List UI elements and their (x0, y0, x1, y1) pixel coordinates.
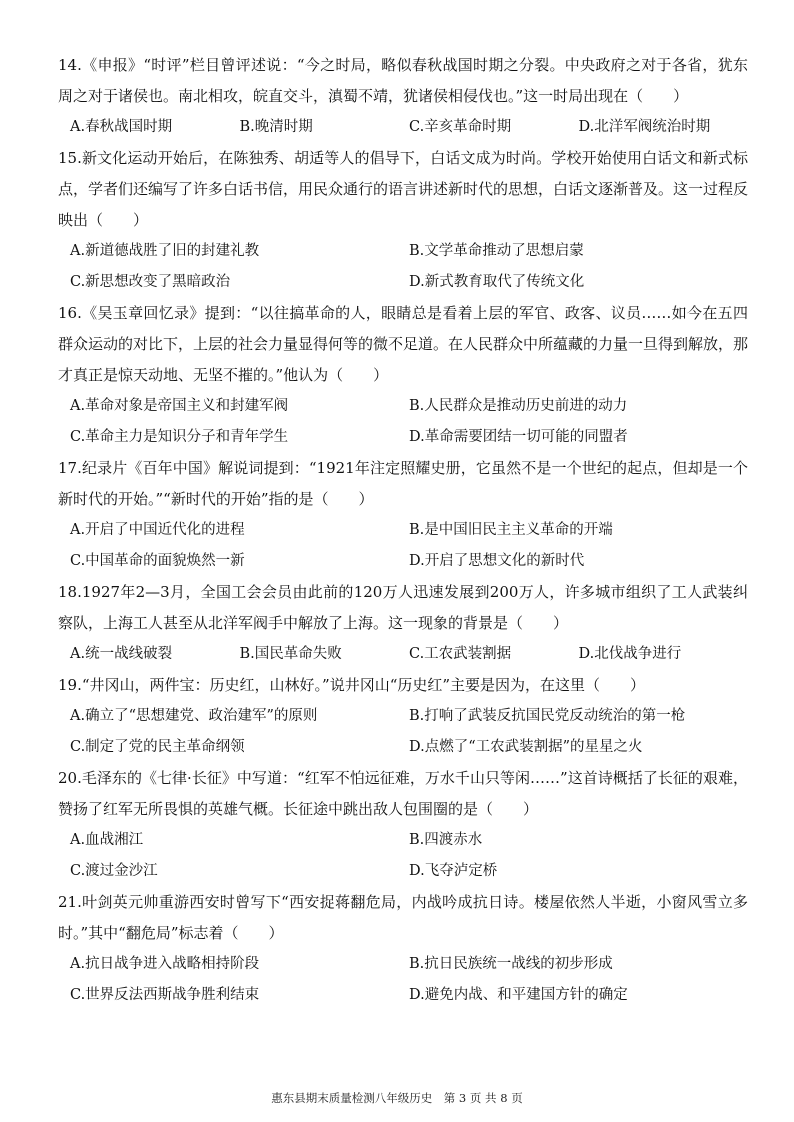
question-list (58, 50, 748, 1011)
answer-option[interactable]: A.革命对象是帝国主义和封建军阀 (70, 398, 289, 414)
answer-option[interactable]: C.制定了党的民主革命纲领 (70, 739, 245, 755)
answer-option[interactable]: C.中国革命的面貌焕然一新 (70, 553, 245, 569)
answer-option[interactable]: C.辛亥革命时期 (409, 119, 512, 135)
answer-option[interactable]: C.渡过金沙江 (70, 863, 158, 879)
answer-option[interactable]: B.文学革命推动了思想启蒙 (409, 243, 584, 259)
answer-option[interactable]: C.新思想改变了黑暗政治 (70, 274, 231, 290)
options-row (58, 949, 748, 1011)
question-block (58, 887, 748, 1011)
answer-option[interactable]: D.飞夺泸定桥 (409, 863, 498, 879)
answer-option[interactable]: A.新道德战胜了旧的封建礼教 (70, 243, 260, 259)
options-row (58, 515, 748, 577)
answer-option[interactable]: C.世界反法西斯战争胜利结束 (70, 987, 260, 1003)
question-block (58, 298, 748, 453)
exam-page (58, 50, 748, 1011)
answer-option[interactable]: D.北伐战争进行 (578, 646, 682, 662)
answer-option[interactable]: D.点燃了“工农武装割据”的星星之火 (409, 739, 643, 755)
answer-option[interactable]: C.工农武装割据 (409, 646, 512, 662)
question-block (58, 763, 748, 887)
answer-option[interactable]: A.血战湘江 (70, 832, 144, 848)
question-stem: 21.叶剑英元帅重游西安时曾写下“西安捉蒋翻危局，内战吟成抗日诗。楼屋依然人半逝，小窗风雪立多时。”其中“翻危局”标志着（ ） (58, 893, 748, 942)
question-block (58, 670, 748, 763)
question-stem: 19.“井冈山，两件宝：历史红，山林好。”说井冈山“历史红”主要是因为，在这里（ ） (58, 676, 646, 694)
question-stem: 20.毛泽东的《七律·长征》中写道：“红军不怕远征难，万水千山只等闲……”这首诗概括了长征的艰难，赞扬了红军无所畏惧的英雄气概。长征途中跳出敌人包围圈的是（ ） (58, 769, 748, 818)
answer-option[interactable]: D.开启了思想文化的新时代 (409, 553, 585, 569)
answer-option[interactable]: D.革命需要团结一切可能的同盟者 (409, 429, 628, 445)
answer-option[interactable]: D.新式教育取代了传统文化 (409, 274, 585, 290)
answer-option[interactable]: B.国民革命失败 (239, 646, 342, 662)
answer-option[interactable]: B.人民群众是推动历史前进的动力 (409, 398, 628, 414)
options-row (58, 701, 748, 763)
question-block (58, 50, 748, 143)
question-block (58, 143, 748, 298)
answer-option[interactable]: B.晚清时期 (239, 119, 313, 135)
answer-option[interactable]: B.四渡赤水 (409, 832, 483, 848)
answer-option[interactable]: B.打响了武装反抗国民党反动统治的第一枪 (409, 708, 686, 724)
answer-option[interactable]: A.抗日战争进入战略相持阶段 (70, 956, 260, 972)
options-row (58, 112, 748, 143)
answer-option[interactable]: A.统一战线破裂 (70, 646, 173, 662)
answer-option[interactable]: A.开启了中国近代化的进程 (70, 522, 245, 538)
options-row (58, 391, 748, 453)
answer-option[interactable]: A.春秋战国时期 (70, 119, 173, 135)
question-stem: 16.《吴玉章回忆录》提到：“以往搞革命的人，眼睛总是看着上层的军官、政客、议员……如今在五四群众运动的对比下，上层的社会力量显得何等的微不足道。在人民群众中所蕴藏的力量一旦得到解放，那才真正是惊天动地、无坚不摧的。”他认为（ ） (58, 304, 749, 384)
question-stem: 14.《申报》“时评”栏目曾评述说：“今之时局，略似春秋战国时期之分裂。中央政府之对于各省，犹东周之对于诸侯也。南北相攻，皖直交斗，滇蜀不靖，犹诸侯相侵伐也。”这一时局出现在（ ） (58, 56, 748, 105)
question-stem: 18.1927年2—3月，全国工会会员由此前的120万人迅速发展到200万人，许多城市组织了工人武装纠察队，上海工人甚至从北洋军阀手中解放了上海。这一现象的背景是（ ） (58, 583, 748, 632)
question-stem: 17.纪录片《百年中国》解说词提到：“1921年注定照耀史册，它虽然不是一个世纪的起点，但却是一个新时代的开始。”“新时代的开始”指的是（ ） (58, 459, 748, 508)
question-stem: 15.新文化运动开始后，在陈独秀、胡适等人的倡导下，白话文成为时尚。学校开始使用白话文和新式标点，学者们还编写了许多白话书信，用民众通行的语言讲述新时代的思想，白话文逐渐普及。这一过程反映出（ ） (58, 149, 749, 229)
answer-option[interactable]: D.避免内战、和平建国方针的确定 (409, 987, 628, 1003)
options-row (58, 639, 748, 670)
answer-option[interactable]: D.北洋军阀统治时期 (578, 119, 711, 135)
answer-option[interactable]: B.是中国旧民主主义革命的开端 (409, 522, 613, 538)
page-footer: 惠东县期末质量检测八年级历史 第 3 页 共 8 页 (271, 1091, 523, 1105)
answer-option[interactable]: B.抗日民族统一战线的初步形成 (409, 956, 613, 972)
question-block (58, 453, 748, 577)
options-row (58, 825, 748, 887)
options-row (58, 236, 748, 298)
answer-option[interactable]: A.确立了“思想建党、政治建军”的原则 (70, 708, 318, 724)
answer-option[interactable]: C.革命主力是知识分子和青年学生 (70, 429, 289, 445)
question-block (58, 577, 748, 670)
